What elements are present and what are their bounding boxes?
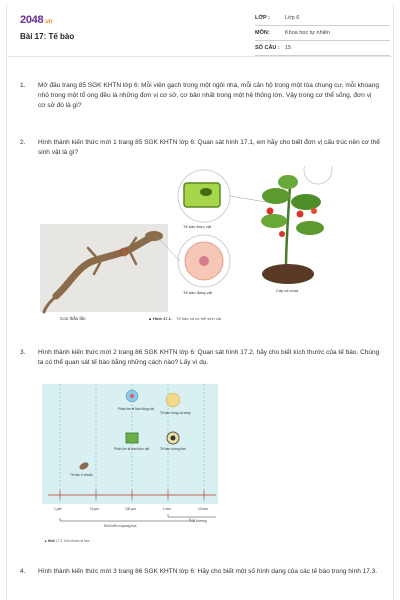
plant-cell-label: Tế bào thực vật <box>183 224 212 229</box>
label-neuron: Tế bào tướng đơn <box>160 447 186 451</box>
tomato-label: Cây cà chua <box>276 288 299 293</box>
logo-suffix: .vn <box>44 19 53 25</box>
tick-label: 10 mm <box>198 507 208 511</box>
naked-eye-bracket <box>168 514 216 517</box>
question-number: 1. <box>20 82 26 89</box>
header-divider <box>8 56 392 57</box>
naked-eye-label: Mắt thường <box>190 519 207 523</box>
tick-label: 1 µm* <box>54 507 63 511</box>
label-plant: Phần lớn tế bào thực vật <box>114 447 150 451</box>
question-number: 2. <box>20 139 26 146</box>
meta-value: Lớp 6 <box>285 15 300 21</box>
figure-caption-text: 17.2. Kích thước tế bào <box>56 539 90 543</box>
tick-label: 100 µm <box>125 507 136 511</box>
plant-cell-icon <box>184 183 220 207</box>
tick-label: 10 µm <box>90 507 99 511</box>
logo-text: 2048 <box>20 14 44 26</box>
label-egg: Tế bào trứng cá chép <box>160 411 191 415</box>
animal-nucleus-icon <box>199 256 209 266</box>
question-text: Hình thành kiến thức mới 1 trang 85 SGK KHTN lớp 6: Quan sát hình 17.1, em hãy cho biết đơn vị cấu trúc nên cơ thể sinh vật là gì? <box>38 139 380 156</box>
meta-row-count <box>255 43 390 56</box>
figure-caption-number: ▲ Hình 17.1. <box>148 316 172 321</box>
figure-17-2 <box>40 380 220 550</box>
plant-nucleus-icon <box>200 188 212 196</box>
meta-row-subject <box>255 28 390 41</box>
scale-background <box>42 384 218 504</box>
gecko-label: Con thằn lằn <box>60 316 86 321</box>
question-text: Mở đầu trang 85 SGK KHTN lớp 6: Mỗi viên gạch trong một ngôi nhà, mỗi căn hộ trong một tòa chung cư, mỗi khoang nhỏ trong một tổ ong đều là những đơn vị cơ sở, cơ bản nhất trong một hệ thống lớn. Vậy trong cơ thể sống, đơn vị cơ sở đó là gì? <box>38 82 379 109</box>
meta-key: LỚP : <box>255 15 270 21</box>
meta-value: 15 <box>285 45 292 51</box>
site-logo[interactable] <box>20 14 52 26</box>
figure-caption-text: Tế bào và cơ thể sinh vật <box>176 316 222 321</box>
meta-value: Khoa học tự nhiên <box>285 30 330 36</box>
egg-cell-icon <box>166 393 180 407</box>
question-number: 4. <box>20 568 26 575</box>
label-bacteria: Tế bào vi khuẩn <box>70 473 93 477</box>
tick-label: 1 mm <box>163 507 171 511</box>
question-number: 3. <box>20 349 26 356</box>
meta-row-grade <box>255 13 390 26</box>
microscope-bracket <box>60 518 190 521</box>
neuron-core-icon <box>171 436 176 441</box>
figure-caption-number: ▲ Hình <box>44 539 56 543</box>
meta-key: MÔN: <box>255 30 270 36</box>
question-text: Hình thành kiến thức mới 3 trang 86 SGK KHTN lớp 6: Hãy cho biết một số hình dạng của các tế bào trong hình 17.3. <box>38 568 378 575</box>
animal-cell-nucleus-icon <box>130 394 134 398</box>
meta-key: SỐ CÂU : <box>255 45 280 51</box>
question-text: Hình thành kiến thức mới 2 trang 86 SGK KHTN lớp 6: Quan sát hình 17.2, hãy cho biết kích thước của tế bào. Chúng ta có thể quan sát tế bào bằng những cách nào? Lấy ví dụ. <box>38 349 380 366</box>
figure-17-1 <box>38 166 338 326</box>
animal-cell-label: Tế bào động vật <box>183 290 212 295</box>
label-phage: Phần lớn tế bào động vật <box>118 407 154 411</box>
lesson-title: Bài 17: Tế bào <box>20 32 75 41</box>
plant-cell-small-icon <box>126 433 138 443</box>
tomato-plant-icon <box>261 166 332 284</box>
microscope-label: Kính hiển vi quang học <box>104 524 137 528</box>
